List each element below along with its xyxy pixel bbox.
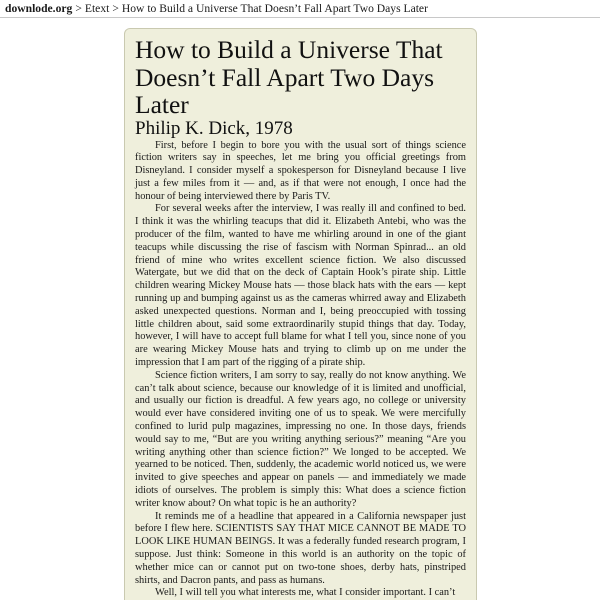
paragraph: Science fiction writers, I am sorry to say, really do not know anything. We can’t talk about science, because our knowledge of it is limited and unofficial, and usually our fiction is dreadful. A few years ago, no college or university would ever have considered inviting one of us to speak. We were mercifully confined to lurid pulp magazines, impressing no one. In those days, friends would say to me, “But are you writing anything serious?” meaning “Are you writing anything other than science fiction?” We longed to be accepted. We yearned to be noticed. Then, suddenly, the academic world noticed us, we were invited to give speeches and appear on panels — and immediately we made idiots of ourselves. The problem is simply this: What does a science fiction writer know about? On what topic is he an authority? (135, 369, 466, 509)
paragraph: It reminds me of a headline that appeared in a California newspaper just before I flew here. SCIENTISTS SAY THAT MICE CANNOT BE MADE TO LOOK LIKE HUMAN BEINGS. It was a federally funded research program, I suppose. Just think: Someone in this world is an authority on the topic of whether mice can or cannot put on two-tone shoes, derby hats, pinstriped shirts, and Dacron pants, and pass as humans. (135, 510, 466, 586)
paragraph: For several weeks after the interview, I was really ill and confined to bed. I think it was the whirling teacups that did it. Elizabeth Antebi, who was the producer of the film, wanted to have me whirling around in one of the giant teacups while discussing the rise of fascism with Norman Spinrad... an old friend of mine who writes excellent science fiction. We also discussed Watergate, but we did that on the deck of Captain Hook’s pirate ship. Little children wearing Mickey Mouse hats — those black hats with the ears — kept running up and bumping against us as the cameras whirred away and Elizabeth asked unexpected questions. Norman and I, being preoccupied with tossing little children about, said some extraordinarily stupid things that day. Today, however, I will have to accept full blame for what I tell you, since none of you are wearing Mickey Mouse hats and trying to climb up on me under the impression that I am part of the rigging of a pirate ship. (135, 203, 466, 369)
page-title: How to Build a Universe That Doesn’t Fall Apart Two Days Later (135, 35, 443, 119)
author-byline: Philip K. Dick, 1978 (135, 117, 293, 139)
article-body (135, 140, 466, 600)
paragraph: First, before I begin to bore you with the usual sort of things science fiction writers say in speeches, let me bring you official greetings from Disneyland. I consider myself a spokesperson for Disneyland because I live just a few miles from it — and, as if that were not enough, I once had the honour of being interviewed there by Paris TV. (135, 139, 466, 202)
breadcrumb-separator: > (112, 2, 119, 15)
breadcrumb-current: How to Build a Universe That Doesn’t Fall Apart Two Days Later (121, 2, 428, 15)
paragraph: Well, I will tell you what interests me, what I consider important. I can’t (155, 587, 456, 599)
breadcrumb (0, 0, 600, 18)
breadcrumb-site-link[interactable]: downlode.org (5, 2, 73, 15)
breadcrumb-etext-link[interactable]: Etext (84, 2, 110, 15)
article-panel (124, 28, 477, 600)
breadcrumb-separator: > (75, 2, 82, 15)
